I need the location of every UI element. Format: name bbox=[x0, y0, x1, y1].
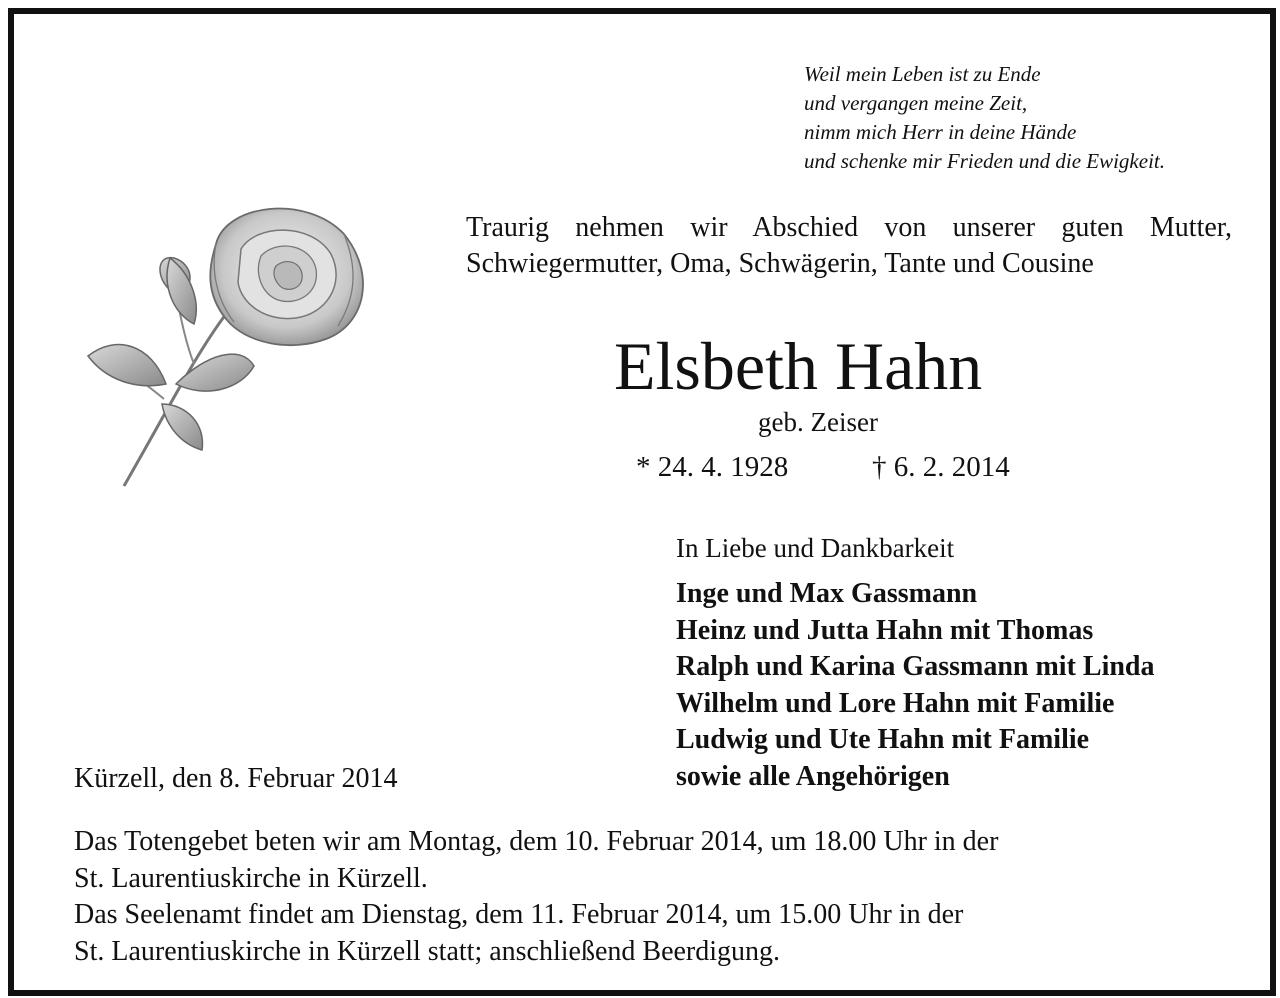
notice-line: St. Laurentiuskirche in Kürzell statt; anschließend Beerdigung. bbox=[74, 935, 781, 967]
farewell-intro bbox=[466, 210, 1232, 282]
death-date: † 6. 2. 2014 bbox=[872, 451, 1010, 483]
mourners-list bbox=[676, 576, 1155, 795]
intro-line: Schwiegermutter, Oma, Schwägerin, Tante und Cousine bbox=[466, 248, 1094, 279]
service-notice bbox=[74, 824, 998, 970]
mourner-entry: sowie alle Angehörigen bbox=[676, 760, 950, 792]
mourner-entry: Wilhelm und Lore Hahn mit Familie bbox=[676, 687, 1115, 719]
poem-line: und vergangen meine Zeit, bbox=[804, 91, 1028, 115]
poem-line: und schenke mir Frieden und die Ewigkeit. bbox=[804, 149, 1165, 173]
deceased-name: Elsbeth Hahn bbox=[614, 328, 983, 404]
mourner-entry: Heinz und Jutta Hahn mit Thomas bbox=[676, 614, 1094, 646]
poem-verse bbox=[804, 60, 1165, 176]
poem-line: Weil mein Leben ist zu Ende bbox=[804, 62, 1041, 86]
intro-line: Traurig nehmen wir Abschied von unserer guten Mutter, bbox=[466, 212, 1232, 243]
mourner-entry: Inge und Max Gassmann bbox=[676, 578, 978, 609]
notice-line: Das Totengebet beten wir am Montag, dem 10. Februar 2014, um 18.00 Uhr in der bbox=[74, 826, 999, 857]
mourner-entry: Ralph und Karina Gassmann mit Linda bbox=[676, 651, 1155, 682]
mourner-entry: Ludwig und Ute Hahn mit Familie bbox=[676, 724, 1090, 755]
maiden-name: geb. Zeiser bbox=[758, 407, 878, 437]
notice-line: Das Seelenamt findet am Dienstag, dem 11. Februar 2014, um 15.00 Uhr in der bbox=[74, 899, 964, 930]
rose-icon bbox=[76, 194, 376, 494]
poem-line: nimm mich Herr in deine Hände bbox=[804, 120, 1077, 144]
mourners-heading: In Liebe und Dankbarkeit bbox=[676, 533, 955, 563]
place-date: Kürzell, den 8. Februar 2014 bbox=[74, 763, 398, 794]
notice-line: St. Laurentiuskirche in Kürzell. bbox=[74, 862, 428, 894]
birth-date: * 24. 4. 1928 bbox=[636, 451, 789, 483]
obituary-frame bbox=[8, 8, 1276, 996]
